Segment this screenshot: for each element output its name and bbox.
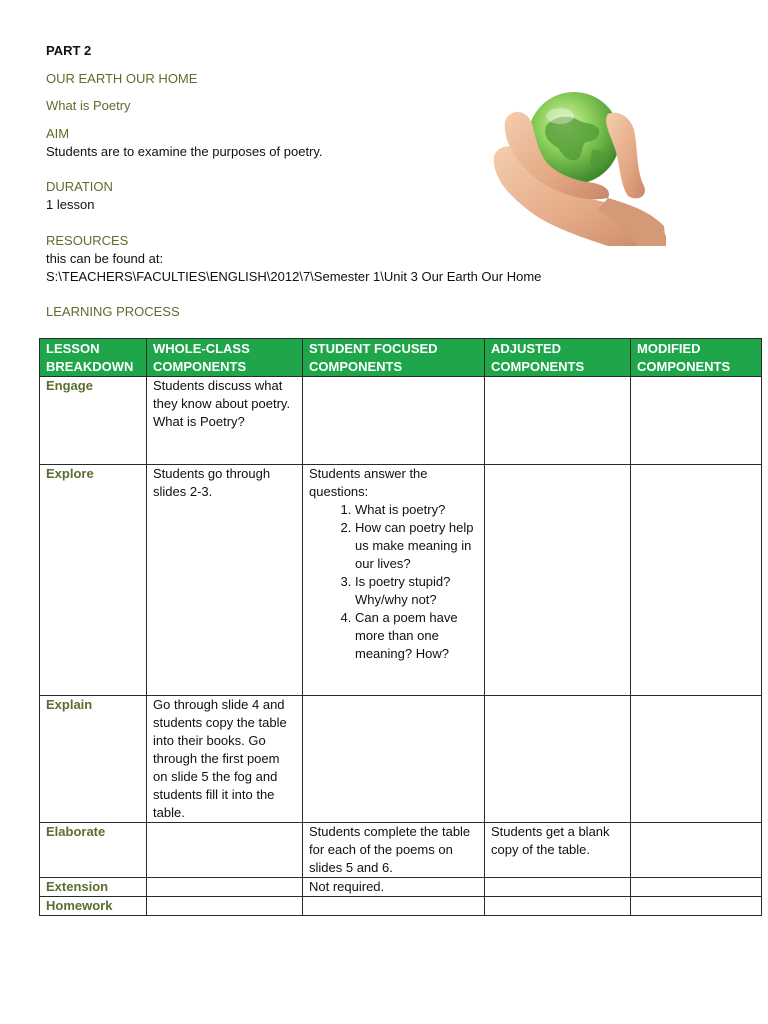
table-row [40,696,762,823]
duration-text: 1 lesson [46,197,95,212]
lesson-title: What is Poetry [46,98,131,113]
header-modified: MODIFIED COMPONENTS [631,339,762,377]
whole-class-cell: Students go through slides 2-3. [147,465,303,696]
learning-process-heading: LEARNING PROCESS [46,304,180,319]
header-adjusted: ADJUSTED COMPONENTS [485,339,631,377]
header-lesson-breakdown: LESSON BREAKDOWN [40,339,147,377]
header-student-focused: STUDENT FOCUSED COMPONENTS [303,339,485,377]
whole-class-cell: Students discuss what they know about poetry. What is Poetry? [147,377,303,465]
resources-line: this can be found at: [46,251,164,266]
stage-cell: Extension [40,878,147,897]
modified-cell [631,878,762,897]
student-focused-cell [303,897,485,916]
adjusted-cell [485,696,631,823]
adjusted-cell [485,377,631,465]
table-row [40,897,762,916]
table-row [40,823,762,878]
adjusted-cell [485,897,631,916]
question-list [309,501,478,663]
learning-process-table [39,338,762,916]
duration-heading: DURATION [46,179,113,194]
whole-class-cell [147,897,303,916]
list-item: 3. Is poetry stupid? Why/why not? [355,573,478,609]
adjusted-cell: Students get a blank copy of the table. [485,823,631,878]
adjusted-cell [485,878,631,897]
aim-heading: AIM [46,126,70,141]
resources-heading: RESOURCES [46,233,129,248]
student-focused-cell: Students complete the table for each of the poems on slides 5 and 6. [303,823,485,878]
resources-path: S:\TEACHERS\FACULTIES\ENGLISH\2012\7\Semester 1\Unit 3 Our Earth Our Home [46,269,542,284]
stage-cell: Explain [40,696,147,823]
list-item: 1. What is poetry? [355,501,478,519]
table-header-row [40,339,762,377]
student-focused-intro: Students answer the questions: [309,466,428,499]
stage-cell: Explore [40,465,147,696]
list-item: 2. How can poetry help us make meaning in our lives? [355,519,478,573]
stage-cell: Elaborate [40,823,147,878]
modified-cell [631,696,762,823]
modified-cell [631,465,762,696]
whole-class-cell: Go through slide 4 and students copy the table into their books. Go through the first poem on slide 5 the fog and students fill it into the table. [147,696,303,823]
unit-title: OUR EARTH OUR HOME [46,71,198,86]
modified-cell [631,823,762,878]
header-whole-class: WHOLE-CLASS COMPONENTS [147,339,303,377]
student-focused-cell [303,696,485,823]
part-label: PART 2 [46,43,92,58]
modified-cell [631,377,762,465]
table-row [40,878,762,897]
stage-cell: Engage [40,377,147,465]
student-focused-cell [303,465,485,696]
aim-text: Students are to examine the purposes of poetry. [46,144,323,159]
table-row [40,465,762,696]
stage-cell: Homework [40,897,147,916]
whole-class-cell [147,878,303,897]
modified-cell [631,897,762,916]
whole-class-cell [147,823,303,878]
student-focused-cell: Not required. [303,878,485,897]
list-item: 4. Can a poem have more than one meaning? How? [355,609,478,663]
hands-holding-globe-icon [488,86,670,246]
adjusted-cell [485,465,631,696]
table-row [40,377,762,465]
student-focused-cell [303,377,485,465]
